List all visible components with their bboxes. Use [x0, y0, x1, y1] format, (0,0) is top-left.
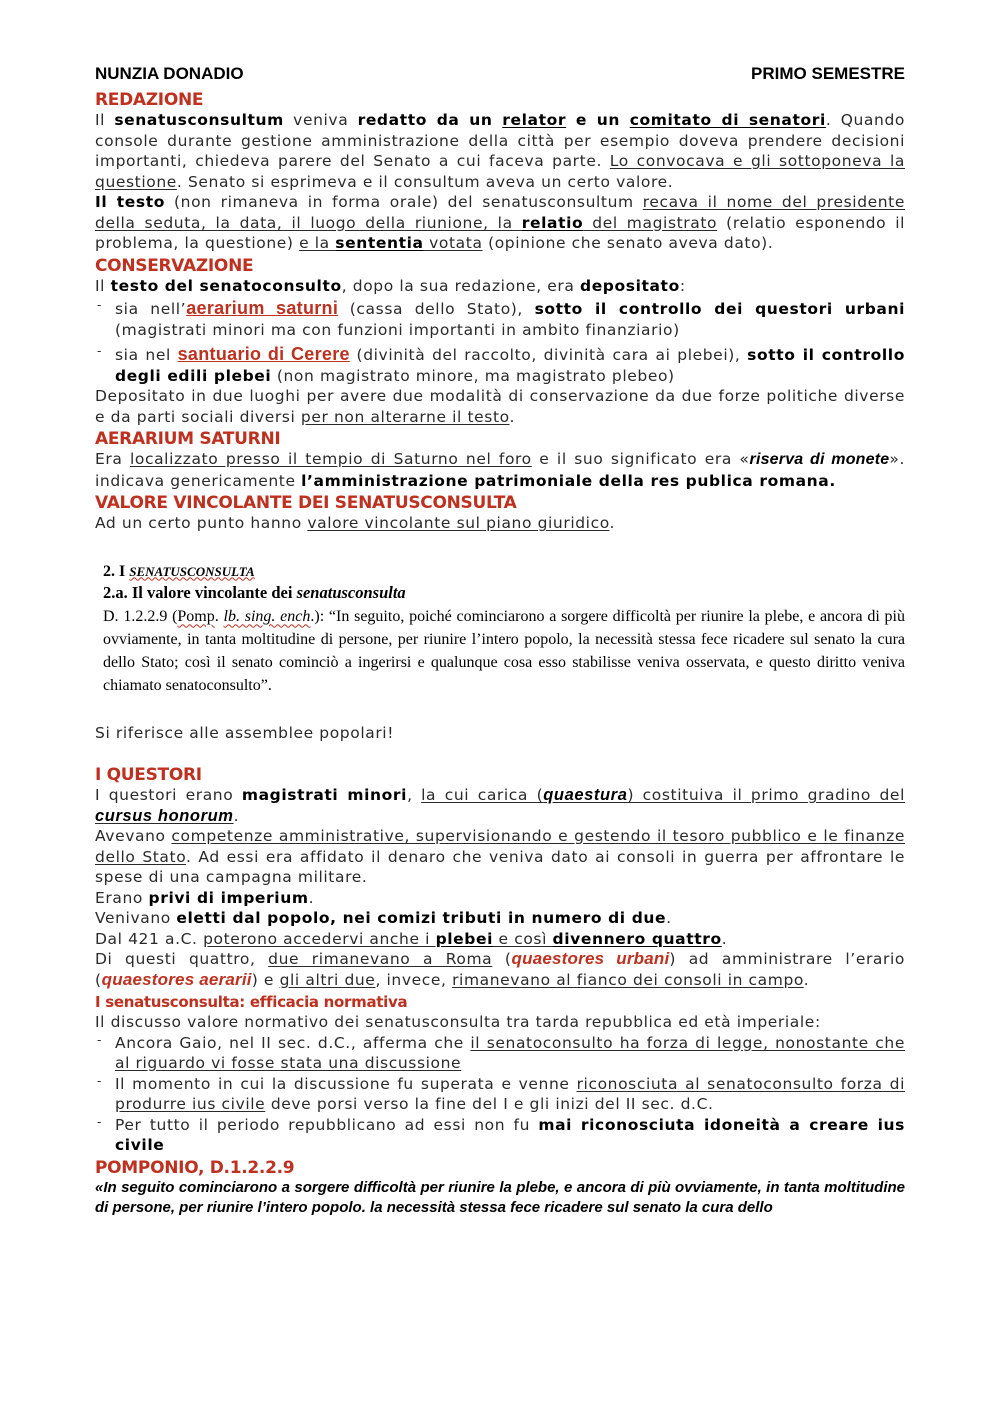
section-title-valore-vincolante: VALORE VINCOLANTE DEI SENATUSCONSULTA: [95, 493, 517, 513]
list-item: - Ancora Gaio, nel II sec. d.C., afferma che il senatoconsulto ha forza di legge, nonostante che al riguardo vi fosse stata una discussione: [95, 1033, 905, 1074]
semester-label: PRIMO SEMESTRE: [751, 64, 905, 83]
section-title-aerarium: AERARIUM SATURNI: [95, 429, 281, 449]
quote-body: D. 1.2.2.9 (Pomp. lb. sing. ench.): “In seguito, poiché cominciarono a sorgere difficoltà per riunire la plebe, e ancora di più ovviamente, in tanta moltitudine di persone, per riunire l’intero popolo, la necessità stessa fece ricadere sul senato la cura dello Stato; così il senato cominciò a ingerirsi e qualunque cosa esso stabilisse veniva osservata, e questo diritto veniva chiamato senatoconsulto”.: [103, 607, 905, 694]
author-name: NUNZIA DONADIO: [95, 64, 244, 83]
note-line: Si riferisce alle assemblee popolari!: [95, 723, 395, 742]
efficacia-intro: Il discusso valore normativo dei senatusconsulta tra tarda repubblica ed età imperiale:: [95, 1013, 821, 1031]
quote-heading-2: 2.a. Il valore vincolante dei senatusconsulta: [103, 582, 406, 602]
list-item: - sia nel santuario di Cerere (divinità del raccolto, divinità cara ai plebei), sotto il controllo degli edili plebei (non magistrato minore, ma magistrato plebeo): [95, 344, 905, 386]
questori-paragraph-1: I questori erano magistrati minori, la cui carica (quaestura) costituiva il primo gradino del cursus honorum.: [95, 786, 905, 825]
conservazione-paragraph-2: Depositato in due luoghi per avere due modalità di conservazione da due forze politiche diverse e da parti sociali diversi per non alterarne il testo.: [95, 387, 905, 426]
list-item: - sia nell’aerarium saturni (cassa dello Stato), sotto il controllo dei questori urbani (magistrati minori ma con funzioni importanti in ambito finanziario): [95, 298, 905, 340]
pomponio-quote: «In seguito cominciarono a sorgere difficoltà per riunire la plebe, e ancora di più ovviamente, in tanta moltitudine di persone, per riunire l’intero popolo. la necessità stessa fece ricadere sul senato la cura dello: [95, 1178, 905, 1216]
quote-heading-1: 2. I SENATUSCONSULTA: [103, 562, 255, 580]
page-header: [95, 60, 905, 88]
questori-paragraph-6: Di questi quattro, due rimanevano a Roma (quaestores urbani) ad amministrare l’erario (quaestores aerarii) e gli altri due, invece, rimanevano al fianco dei consoli in campo.: [95, 949, 905, 989]
conservazione-list: [95, 298, 905, 386]
questori-paragraph-3: Erano privi di imperium.: [95, 888, 315, 907]
efficacia-list: [95, 1033, 905, 1156]
questori-paragraph-5: Dal 421 a.C. poterono accedervi anche i plebei e così divennero quattro.: [95, 929, 728, 948]
redazione-paragraph-2: Il testo (non rimaneva in forma orale) del senatusconsultum recava il nome del presidente della seduta, la data, il luogo della riunione, la relatio del magistrato (relatio esponendo il problema, la questione) e la sententia votata (opinione che senato aveva dato).: [95, 193, 906, 252]
embedded-quote: [103, 562, 905, 697]
section-title-questori: I QUESTORI: [95, 765, 202, 785]
aerarium-paragraph: Era localizzato presso il tempio di Saturno nel foro e il suo significato era «riserva di monete». indicava genericamente l’amministrazione patrimoniale della res publica romana.: [95, 450, 905, 490]
questori-paragraph-2: Avevano competenze amministrative, supervisionando e gestendo il tesoro pubblico e le finanze dello Stato. Ad essi era affidato il denaro che veniva dato ai consoli in guerra per affrontare le spese di una campagna militare.: [95, 827, 905, 886]
section-title-efficacia: I senatusconsulta: efficacia normativa: [95, 993, 408, 1011]
document-page: [95, 60, 905, 1218]
valore-paragraph: Ad un certo punto hanno valore vincolante sul piano giuridico.: [95, 514, 616, 532]
section-title-redazione: REDAZIONE: [95, 90, 204, 110]
list-item: - Il momento in cui la discussione fu superata e venne riconosciuta al senatoconsulto forza di produrre ius civile deve porsi verso la fine del I e gli inizi del II sec. d.C.: [95, 1074, 905, 1115]
conservazione-paragraph-1: Il testo del senatoconsulto, dopo la sua redazione, era depositato:: [95, 276, 686, 295]
section-title-pomponio: POMPONIO, D.1.2.2.9: [95, 1157, 295, 1178]
questori-paragraph-4: Venivano eletti dal popolo, nei comizi tributi in numero di due.: [95, 909, 672, 927]
redazione-paragraph-1: Il senatusconsultum veniva redatto da un relator e un comitato di senatori. Quando console durante gestione amministrazione della città per esempio doveva prendere decisioni importanti, chiedeva parere del Senato a cui faceva parte. Lo convocava e gli sottoponeva la questione. Senato si esprimeva e il consultum aveva un certo valore.: [95, 111, 905, 191]
section-title-conservazione: CONSERVAZIONE: [95, 255, 254, 276]
list-item: - Per tutto il periodo repubblicano ad essi non fu mai riconosciuta idoneità a creare ius civile: [95, 1115, 905, 1156]
